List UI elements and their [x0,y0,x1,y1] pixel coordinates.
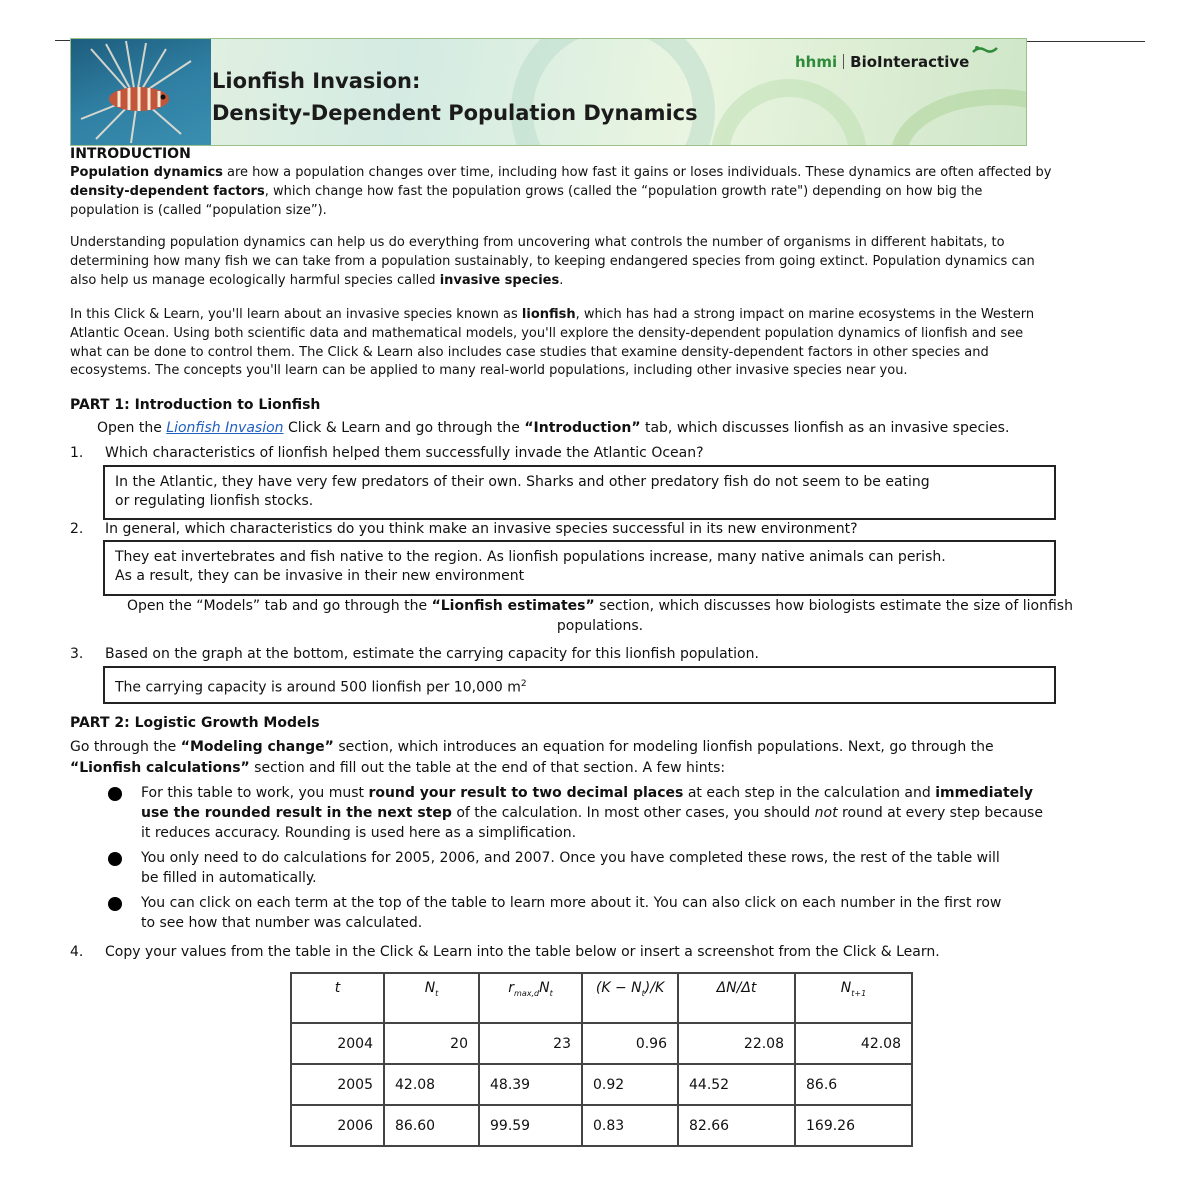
top-rule-right [1025,41,1145,42]
answer-2-box[interactable] [103,540,1056,596]
header-delta-n[interactable]: ΔN/Δt [678,973,795,1023]
part1-instructions: Open the Lionfish Invasion Click & Learn and go through the “Introduction” tab, which discusses lionfish as an invasive species. [97,420,1010,436]
question-4-number: 4. [70,944,84,960]
answer-3-box[interactable]: The carrying capacity is around 500 lionfish per 10,000 $m^2$ [103,666,1056,704]
question-2: In general, which characteristics do you think make an invasive species successful in its new environment? [105,521,858,537]
intro-paragraph-2-line-1: Understanding population dynamics can help us do everything from uncovering what controls the number of organisms in different habitats, to [70,235,1005,250]
cell-dn[interactable]: 44.52 [678,1064,795,1105]
cell-rn[interactable]: 48.39 [479,1064,582,1105]
cell-nt[interactable]: 42.08 [384,1064,479,1105]
question-3: Based on the graph at the bottom, estimate the carrying capacity for this lionfish population. [105,646,759,662]
cell-nt[interactable]: 20 [384,1023,479,1064]
question-1: Which characteristics of lionfish helped them successfully invade the Atlantic Ocean? [105,445,704,461]
answer-2-line-2: As a result, they can be invasive in their new environment [115,568,525,584]
table-row [291,1023,912,1064]
header-k-ratio[interactable]: $(K - N_t)/K$ [582,973,678,1023]
intro-paragraph-1-line-1: Population dynamics are how a population changes over time, including how fast it gains or loses individuals. These dynamics are often affected by [70,165,1052,180]
answer-2-line-1: They eat invertebrates and fish native to the region. As lionfish populations increase, many native animals can perish. [115,549,946,565]
header-t[interactable]: t [291,973,384,1023]
table-row [291,1105,912,1146]
header-banner [70,38,1027,146]
intro-paragraph-2-line-3: also help us manage ecologically harmful species called invasive species. [70,273,564,288]
cell-rn[interactable]: 99.59 [479,1105,582,1146]
answer-1-line-2: or regulating lionfish stocks. [115,493,314,509]
header-nt1[interactable]: $N_{t+1}$ [795,973,912,1023]
intro-paragraph-3-line-1: In this Click & Learn, you'll learn about an invasive species known as lionfish, which has had a strong impact on marine ecosystems in the Western [70,307,1035,322]
hint-2: You only need to do calculations for 2005, 2006, and 2007. Once you have completed these rows, the rest of the table will be filled in automatically. [141,850,1000,886]
models-instructions: Open the “Models” tab and go through the “Lionfish estimates” section, which discusses how biologists estimate the size of lionfish populations. [127,598,1073,634]
lionfish-image [71,39,211,145]
page-title-line1: Lionfish Invasion: [212,69,421,93]
intro-paragraph-1-line-3: population is (called “population size”). [70,203,327,218]
hint-3: You can click on each term at the top of the table to learn more about it. You can also click on each number in the first row to see how that number was calculated. [141,895,1002,931]
cell-dn[interactable]: 82.66 [678,1105,795,1146]
question-1-number: 1. [70,445,84,461]
cell-t: 2005 [291,1064,384,1105]
biointeractive-lizard-icon [971,42,999,58]
cell-dn[interactable]: 22.08 [678,1023,795,1064]
question-4: Copy your values from the table in the Click & Learn into the table below or insert a screenshot from the Click & Learn. [105,944,940,960]
cell-rn[interactable]: 23 [479,1023,582,1064]
top-rule-left [55,40,70,41]
cell-t: 2006 [291,1105,384,1146]
cell-n1[interactable]: 86.6 [795,1064,912,1105]
answer-1-line-1: In the Atlantic, they have very few predators of their own. Sharks and other predatory fish do not seem to be eating [115,474,930,490]
answer-1-box[interactable] [103,465,1056,520]
bullet-2-marker [108,852,122,866]
header-rmax-nt[interactable]: $r_{max,d}N_t$ [479,973,582,1023]
question-3-number: 3. [70,646,84,662]
part2-intro-line-1: Go through the “Modeling change” section, which introduces an equation for modeling lionfish populations. Next, go through the [70,739,994,755]
cell-t: 2004 [291,1023,384,1064]
table-header-row [291,973,912,1023]
hint-1: For this table to work, you must round your result to two decimal places at each step in the calculation and immediately use the rounded result in the next step of the calculation. In most other cases, you should not round at every step because it reduces accuracy. Rounding is used here as a simplification. [141,785,1043,841]
question-2-number: 2. [70,521,84,537]
cell-k[interactable]: 0.96 [582,1023,678,1064]
part2-heading: PART 2: Logistic Growth Models [70,715,320,731]
cell-k[interactable]: 0.92 [582,1064,678,1105]
bullet-3-marker [108,897,122,911]
cell-nt[interactable]: 86.60 [384,1105,479,1146]
header-nt[interactable]: $N_t$ [384,973,479,1023]
cell-n1[interactable]: 169.26 [795,1105,912,1146]
intro-heading: INTRODUCTION [70,146,191,162]
part1-heading: PART 1: Introduction to Lionfish [70,397,321,413]
brand-logo: hhmi BioInteractive [795,53,970,71]
intro-paragraph-2-line-2: determining how many fish we can take from a population sustainably, to keeping endangered species from going extinct. Population dynamics can [70,254,1035,269]
part2-intro-line-2: “Lionfish calculations” section and fill out the table at the end of that section. A few hints: [70,760,726,776]
cell-n1[interactable]: 42.08 [795,1023,912,1064]
answer-3: The carrying capacity is around 500 lionfish per 10,000 m [115,679,521,696]
cell-k[interactable]: 0.83 [582,1105,678,1146]
bullet-1-marker [108,787,122,801]
intro-paragraph-3-line-2: Atlantic Ocean. Using both scientific data and mathematical models, you'll explore the density-dependent population dynamics of lionfish and see [70,326,1024,341]
page-title-line2: Density-Dependent Population Dynamics [212,101,698,125]
intro-paragraph-3-line-4: ecosystems. The concepts you'll learn can be applied to many real-world populations, including other invasive species near you. [70,363,908,378]
intro-paragraph-3-line-3: what can be done to control them. The Click & Learn also includes case studies that examine density-dependent factors in other species and [70,345,989,360]
population-table [290,972,913,1147]
lionfish-invasion-link[interactable]: Lionfish Invasion [166,420,284,436]
table-row [291,1064,912,1105]
intro-paragraph-1-line-2: density-dependent factors, which change how fast the population grows (called the “population growth rate") depending on how big the [70,184,983,199]
